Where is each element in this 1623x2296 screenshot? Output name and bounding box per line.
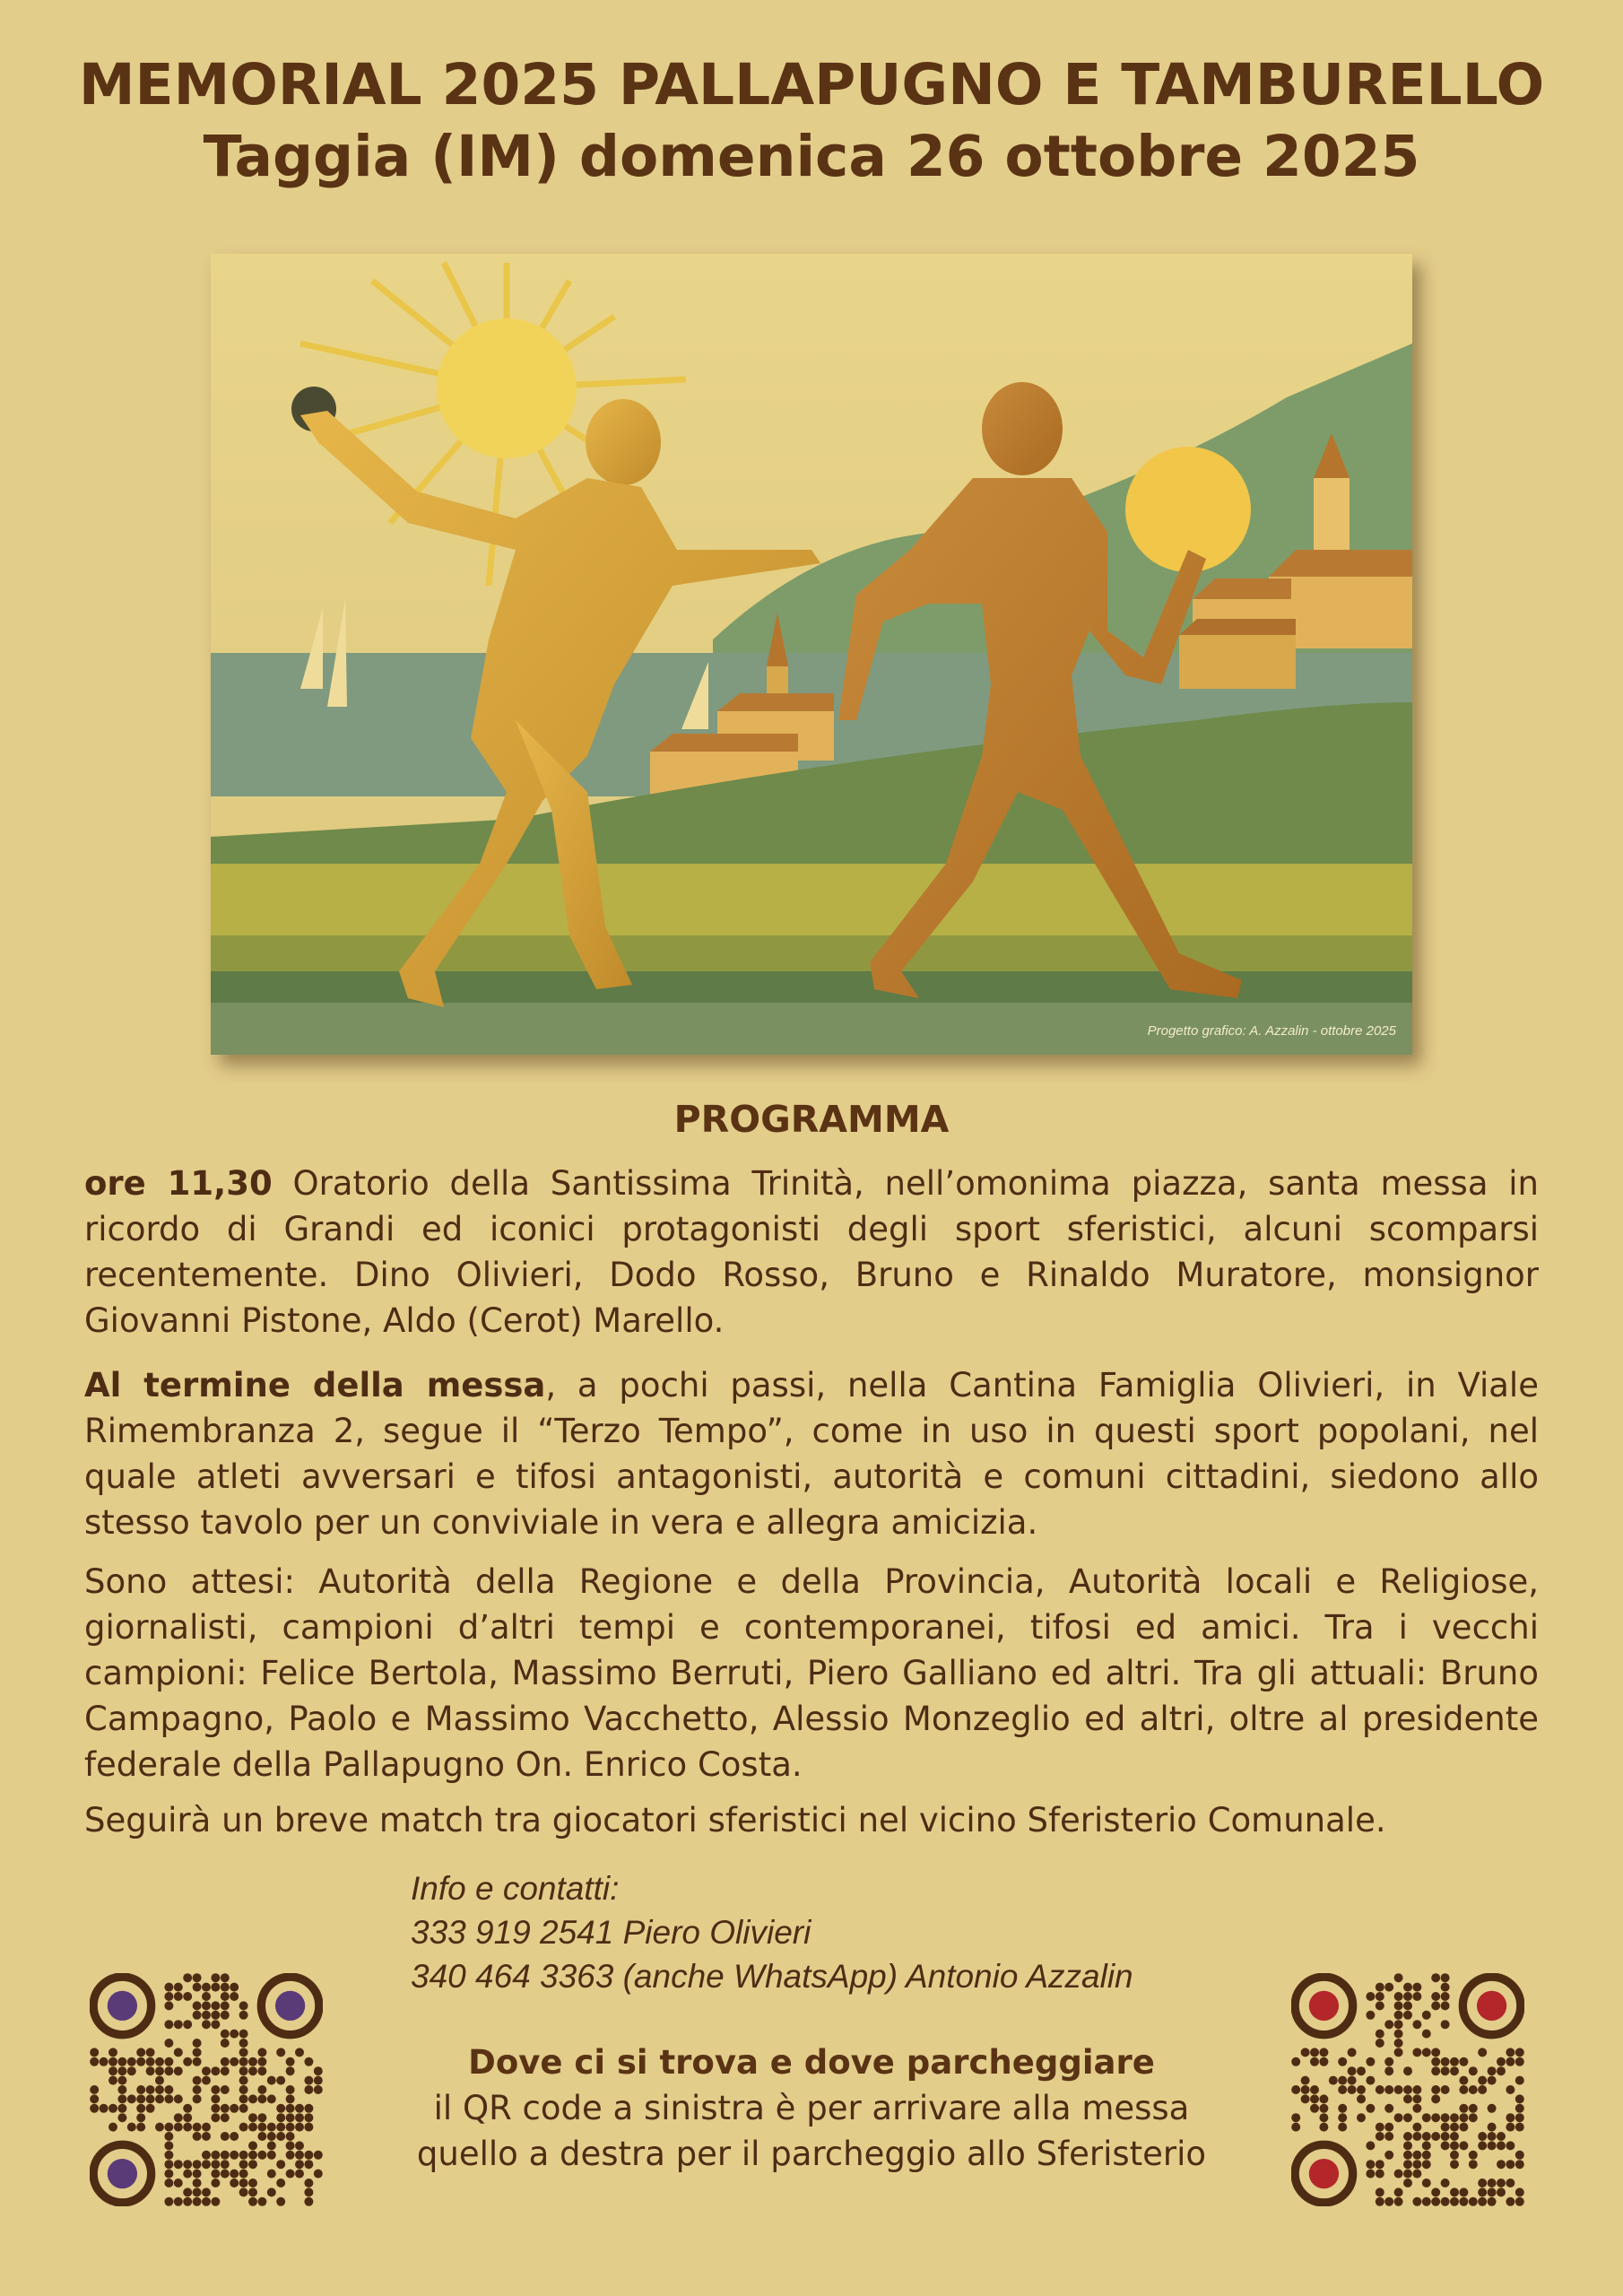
mass-description: Oratorio della Santissima Trinità, nell’omonima piazza, santa messa in ricordo di Grandi ed iconici protagonisti degli sport sferistici, alcuni scomparsi recentemente. Dino Olivieri, Dodo Rosso, Bruno e Rinaldo Muratore, monsignor Giovanni Pistone, Aldo (Cerot) Marello. (84, 1164, 1539, 1340)
title-line-2: Taggia (IM) domenica 26 ottobre 2025 (203, 124, 1420, 189)
directions-line-1: il QR code a sinistra è per arrivare alla messa (433, 2089, 1190, 2127)
mass-time: ore 11,30 (84, 1164, 273, 1203)
contacts-heading: Info e contatti: (411, 1870, 620, 1907)
contact-line-1: 333 919 2541 Piero Olivieri (411, 1914, 812, 1951)
qr-code-parking-location-icon[interactable] (1291, 1973, 1524, 2206)
programma-paragraph-3 (84, 1559, 1539, 1787)
directions-block (341, 2039, 1282, 2177)
sun (437, 318, 577, 458)
programma-paragraph-1 (84, 1161, 1539, 1344)
expected-guests: Sono attesi: Autorità della Regione e della Provincia, Autorità locali e Religiose, giornalisti, campioni d’altri tempi e contemporanei, tifosi ed amici. Tra i vecchi campioni: Felice Bertola, Massimo Berruti, Piero Galliano ed altri. Tra gli attuali: Bruno Campagno, Paolo e Massimo Vacchetto, Alessio Monzeglio ed altri, oltre al presidente federale della Pallapugno On. Enrico Costa. (84, 1562, 1539, 1784)
match-announcement: Seguirà un breve match tra giocatori sferistici nel vicino Sferisterio Comunale. (84, 1801, 1386, 1839)
page-title (0, 49, 1623, 193)
programma-paragraph-4 (84, 1797, 1539, 1843)
painting-illustration (211, 254, 1412, 1055)
contact-line-2: 340 464 3363 (anche WhatsApp) Antonio Azzalin (411, 1958, 1133, 1995)
qr-code-mass-location-icon[interactable] (90, 1973, 323, 2206)
artwork-credit: Progetto grafico: A. Azzalin - ottobre 2025 (1147, 1023, 1396, 1039)
directions-line-2: quello a destra per il parcheggio allo Sferisterio (416, 2135, 1207, 2173)
contacts-block (411, 1866, 1307, 1998)
title-line-1: MEMORIAL 2025 PALLAPUGNO E TAMBURELLO (78, 52, 1545, 117)
programma-heading: PROGRAMMA (673, 1098, 950, 1141)
programma-paragraph-2 (84, 1362, 1539, 1545)
poster-artwork (211, 254, 1412, 1055)
terzo-tempo-description: , a pochi passi, nella Cantina Famiglia Olivieri, in Viale Rimembranza 2, segue il “Terzo Tempo”, come in uso in questi sport popolani, nel quale atleti avversari e tifosi antagonisti, autorità e comuni cittadini, siedono allo stesso tavolo per un conviviale in vera e allegra amicizia. (84, 1366, 1539, 1542)
after-mass-label: Al termine della messa (84, 1366, 546, 1405)
directions-heading: Dove ci si trova e dove parcheggiare (468, 2043, 1155, 2082)
